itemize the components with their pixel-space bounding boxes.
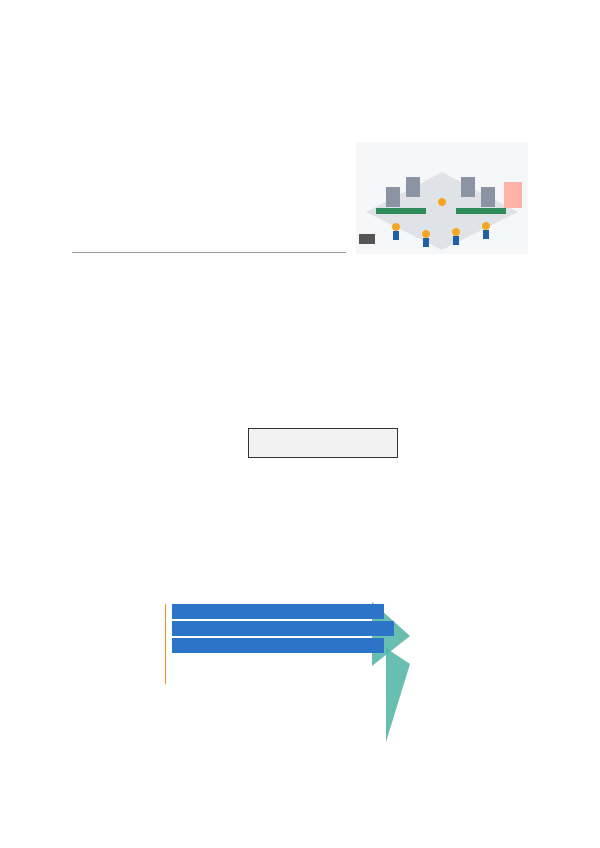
- support-activity-2: [172, 621, 394, 636]
- factory-illustration: [356, 142, 528, 254]
- formula-box: [248, 428, 398, 458]
- support-line: [165, 604, 166, 684]
- support-activity-3: [172, 638, 384, 653]
- support-activity-1: [172, 604, 384, 619]
- support-activities-label: [146, 604, 160, 688]
- section-divider: [72, 252, 346, 253]
